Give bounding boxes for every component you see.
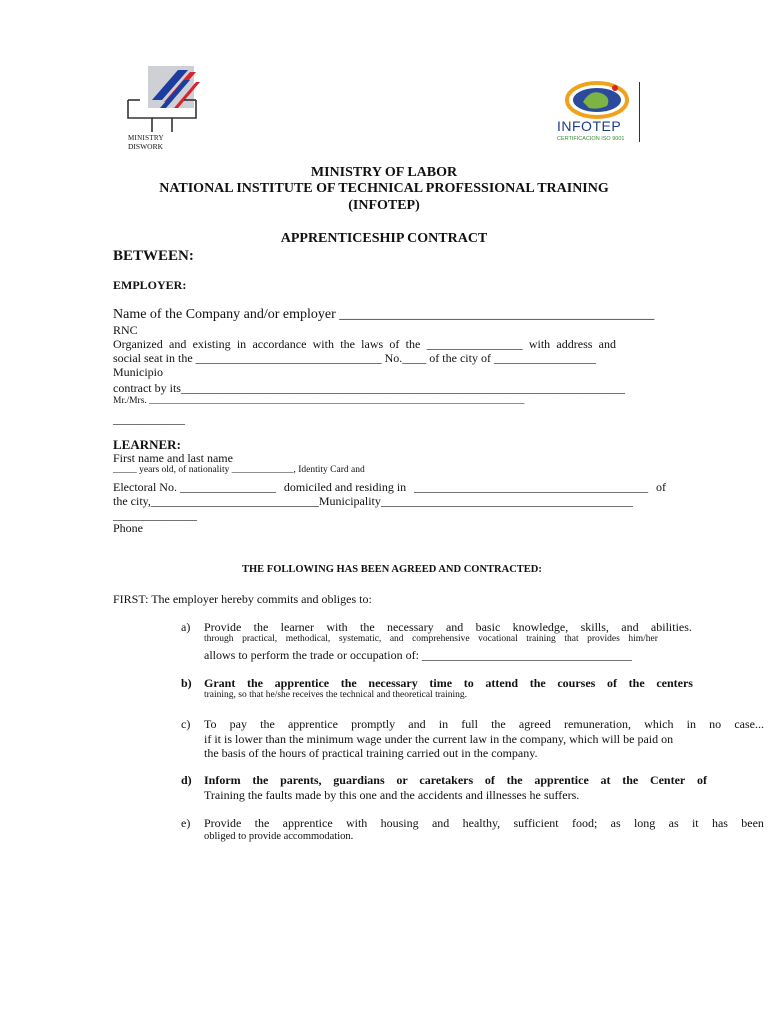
clause-a-line2-word: vocational	[478, 634, 518, 644]
clause-b-marker: b)	[181, 676, 192, 690]
employer-organized-line	[113, 337, 616, 352]
clause-b-line1-word: courses	[557, 676, 596, 690]
clause-d-line1	[204, 773, 707, 788]
agreement-heading: THE FOLLOWING HAS BEEN AGREED AND CONTRACTED:	[242, 564, 542, 575]
learner-electoral-word: _______________________________________	[414, 480, 649, 494]
clause-b-line1-word: attend	[485, 676, 519, 690]
ministry-caption-1: MINISTRY	[128, 134, 164, 142]
clause-c-line2: if it is lower than the minimum wage under the current law in the company, which will be paid on	[204, 732, 674, 746]
clause-a-line1-word: with	[326, 620, 348, 634]
clause-d-line1-word: of	[484, 773, 495, 787]
employer-organized-word: ________________	[426, 337, 523, 351]
employer-organized-word: the	[405, 337, 421, 351]
clause-e-marker: e)	[181, 816, 191, 830]
employer-heading: EMPLOYER:	[113, 278, 187, 292]
clause-e-line1-word: the	[254, 816, 270, 830]
clause-d-line1-word: guardians	[333, 773, 385, 787]
clause-c-line1-word: full	[461, 717, 478, 731]
clause-c-line1-word: and	[408, 717, 426, 731]
employer-organized-word: with	[312, 337, 334, 351]
ministry-emblem-icon	[122, 60, 210, 134]
clause-e-line1-word: as	[610, 816, 621, 830]
learner-electoral-word: domiciled and residing in	[283, 480, 407, 494]
clause-c-line1-word: in	[438, 717, 449, 731]
header-institute: NATIONAL INSTITUTE OF TECHNICAL PROFESSIONAL TRAINING	[159, 181, 609, 196]
clause-c-line1-word: To	[204, 717, 217, 731]
clause-c-line1-word: in	[686, 717, 696, 731]
clause-a-line1-word: Provide	[204, 620, 242, 634]
clause-a-line1-word: and	[621, 620, 639, 634]
clause-a-line2-word: practical,	[242, 634, 278, 644]
clause-d-line1-word: caretakers	[419, 773, 474, 787]
clause-e-line1-word: Provide	[204, 816, 242, 830]
clause-b-line1-word: the	[529, 676, 546, 690]
employer-organized-word: in	[236, 337, 247, 351]
clause-a-line2-word: systematic,	[338, 634, 382, 644]
infotep-logo	[555, 80, 645, 144]
employer-seat-line: social seat in the _______________________________ No.____ of the city of _________________	[113, 351, 596, 365]
employer-organized-word: Organized	[113, 337, 163, 351]
first-clause: FIRST: The employer hereby commits and obliges to:	[113, 592, 372, 606]
infotep-divider	[639, 82, 640, 142]
ministry-logo	[122, 60, 210, 152]
clause-c-line1-word: promptly	[351, 717, 396, 731]
employer-name-field: Name of the Company and/or employer _____________________________________________	[113, 307, 655, 322]
learner-electoral-word: of	[655, 480, 666, 494]
infotep-name: INFOTEP	[557, 118, 622, 134]
clause-a-line1-word: knowledge,	[512, 620, 569, 634]
clause-e-line1-word: it	[691, 816, 699, 830]
clause-a-line1-word: the	[359, 620, 375, 634]
contract-by-line: contract by its__________________________________________________________________________	[113, 381, 625, 395]
clause-e-line1-word: and	[431, 816, 450, 830]
clause-b-line1	[204, 676, 693, 691]
clause-c-line1-word: remuneration,	[564, 717, 632, 731]
clause-a-marker: a)	[181, 620, 191, 634]
clause-d-line1-word: the	[506, 773, 523, 787]
clause-b-line1-word: of	[607, 676, 618, 690]
learner-electoral-word: Electoral No. ________________	[113, 480, 276, 494]
clause-a-line1-word: the	[253, 620, 269, 634]
clause-d-line1-word: at	[600, 773, 611, 787]
clause-a-line3: allows to perform the trade or occupation of: ___________________________________	[204, 648, 632, 662]
clause-b-line1-word: Grant	[204, 676, 236, 690]
between-heading: BETWEEN:	[113, 248, 194, 264]
employer-short-line: ____________	[113, 412, 185, 426]
clause-a-line2-word: him/her	[628, 634, 658, 644]
learner-heading: LEARNER:	[113, 437, 181, 452]
clause-b-line1-word: necessary	[368, 676, 418, 690]
clause-a-line2-word: methodical,	[285, 634, 331, 644]
clause-d-line1-word: Center	[649, 773, 686, 787]
clause-d-line1-word: the	[622, 773, 639, 787]
clause-a-line1-word: necessary	[386, 620, 434, 634]
clause-e-line1-word: been	[741, 816, 764, 830]
clause-a-line2-word: provides	[587, 634, 620, 644]
clause-e-line1-word: with	[345, 816, 368, 830]
clause-b-line1-word: time	[429, 676, 453, 690]
clause-c-line3: the basis of the hours of practical training carried out in the company.	[204, 746, 538, 760]
clause-e-line1-word: apprentice	[282, 816, 333, 830]
clause-c-line1	[204, 717, 764, 732]
contract-title: APPRENTICESHIP CONTRACT	[280, 231, 488, 246]
clause-d-line1-word: parents,	[280, 773, 322, 787]
clause-a-line2	[204, 634, 658, 644]
clause-a-line1-word: abilities.	[650, 620, 692, 634]
rnc-label: RNC	[113, 323, 138, 337]
employer-organized-word: accordance	[252, 337, 307, 351]
clause-d-line1-word: the	[252, 773, 269, 787]
employer-organized-word: and	[598, 337, 616, 351]
employer-organized-word: the	[340, 337, 355, 351]
clause-a-line2-word: and	[389, 634, 404, 644]
clause-c-line1-word: no	[709, 717, 722, 731]
employer-organized-word: of	[389, 337, 400, 351]
clause-b-line1-word: to	[463, 676, 474, 690]
employer-organized-word: address	[556, 337, 593, 351]
clause-a-line1	[204, 620, 692, 635]
clause-a-line2-word: comprehensive	[412, 634, 470, 644]
infotep-globe-icon	[555, 80, 639, 120]
clause-a-line2-word: that	[564, 634, 579, 644]
municipio-label: Municipio	[113, 365, 163, 379]
clause-b-line2: training, so that he/she receives the technical and theoretical training.	[204, 690, 467, 700]
learner-city-line: the city,____________________________Municipality__________________________________________	[113, 494, 633, 508]
clause-e-line1-word: food;	[571, 816, 598, 830]
clause-b-line1-word: the	[247, 676, 263, 690]
ministry-caption-2: DISWORK	[128, 142, 163, 151]
employer-organized-word: laws	[361, 337, 384, 351]
clause-e-line1-word: housing	[380, 816, 419, 830]
clause-a-line1-word: learner	[280, 620, 314, 634]
clause-d-line1-word: apprentice	[534, 773, 589, 787]
employer-organized-word: existing	[192, 337, 231, 351]
clause-b-line1-word: the	[340, 676, 357, 690]
clause-d-line1-word: Inform	[204, 773, 241, 787]
phone-label: Phone	[113, 521, 143, 535]
clause-e-line1	[204, 816, 764, 831]
clause-c-line1-word: the	[260, 717, 275, 731]
clause-d-line1-word: or	[396, 773, 408, 787]
clause-c-line1-word: pay	[229, 717, 247, 731]
clause-b-line1-word: the	[628, 676, 645, 690]
clause-b-line1-word: centers	[656, 676, 693, 690]
clause-e-line1-word: has	[711, 816, 728, 830]
clause-d-marker: d)	[181, 773, 192, 787]
clause-b-line1-word: apprentice	[274, 676, 330, 690]
clause-d-line2: Training the faults made by this one and the accidents and illnesses he suffers.	[204, 788, 580, 802]
learner-years-line: _____ years old, of nationality _____________, Identity Card and	[113, 465, 365, 475]
clause-a-line2-word: training	[526, 634, 556, 644]
clause-a-line1-word: and	[445, 620, 464, 634]
clause-e-line1-word: as	[668, 816, 679, 830]
learner-short-line: ______________	[113, 508, 197, 522]
infotep-tagline: CERTIFICACION ISO 9001	[557, 136, 625, 142]
clause-a-line2-word: through	[204, 634, 234, 644]
header-ministry: MINISTRY OF LABOR	[310, 165, 458, 180]
header-infotep: (INFOTEP)	[348, 198, 420, 213]
clause-e-line1-word: sufficient	[513, 816, 559, 830]
clause-e-line2: obliged to provide accommodation.	[204, 831, 354, 842]
clause-c-line1-word: which	[644, 717, 674, 731]
employer-organized-word: and	[169, 337, 187, 351]
clause-c-line1-word: the	[491, 717, 506, 731]
learner-electoral-line	[113, 480, 666, 495]
clause-a-line1-word: basic	[475, 620, 501, 634]
mr-mrs-line: Mr./Mrs. _______________________________________________________________________________	[113, 396, 525, 406]
clause-c-line1-word: apprentice	[287, 717, 338, 731]
clause-c-line1-word: case...	[734, 717, 764, 731]
employer-organized-word: with	[528, 337, 551, 351]
clause-c-marker: c)	[181, 717, 191, 731]
learner-name-label: First name and last name	[113, 451, 233, 465]
clause-e-line1-word: long	[633, 816, 656, 830]
clause-d-line1-word: of	[696, 773, 707, 787]
clause-e-line1-word: healthy,	[462, 816, 501, 830]
clause-a-line1-word: skills,	[580, 620, 609, 634]
clause-c-line1-word: agreed	[518, 717, 551, 731]
